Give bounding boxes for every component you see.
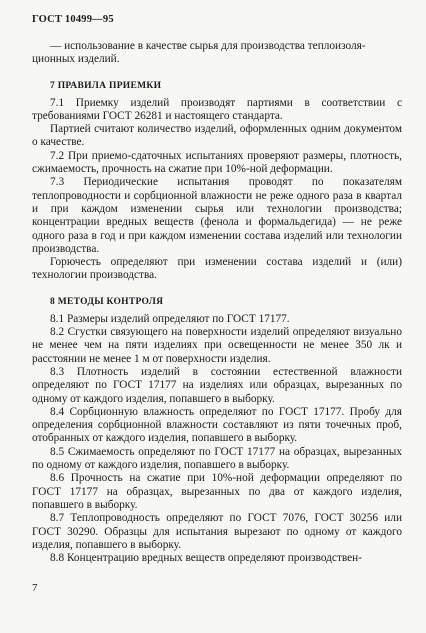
paragraph-7-1: 7.1 Приемку изделий производят партиями в соответствии с требованиями ГОСТ 26281 и настоящего стандарта. bbox=[32, 96, 402, 122]
section-8-title: 8 МЕТОДЫ КОНТРОЛЯ bbox=[50, 296, 164, 307]
document-header: ГОСТ 10499—95 bbox=[32, 14, 114, 25]
paragraph-8-2: 8.2 Сгустки связующего на поверхности изделий определяют визуально не менее чем на пяти изделиях при освещенности не менее 350 лк и расстоянии не менее 1 м от поверхности изделия. bbox=[32, 326, 402, 365]
paragraph-8-4: 8.4 Сорбционную влажность определяют по ГОСТ 17177. Пробу для определения сорбционной влажности составляют из пяти точечных проб, отобранных от каждого изделия, попавшего в выборку. bbox=[32, 405, 402, 445]
page-number: 7 bbox=[32, 582, 38, 594]
paragraph-8-6: 8.6 Прочность на сжатие при 10%-ной деформации определяют по ГОСТ 17177 на образцах, вырезанных по два от каждого изделия, попавшего в выборку. bbox=[32, 472, 402, 511]
paragraph-7-3-flammability: Горючесть определяют при изменении состава изделий и (или) технологии производства. bbox=[32, 256, 402, 282]
paragraph-8-5: 8.5 Сжимаемость определяют по ГОСТ 17177 на образцах, вырезанных по одному от каждого изделия, попавшего в выборку. bbox=[32, 445, 402, 472]
page-body bbox=[32, 40, 402, 565]
paragraph-8-1: 8.1 Размеры изделий определяют по ГОСТ 17177. bbox=[50, 312, 290, 325]
intro-line-2: ционных изделий. bbox=[32, 53, 120, 66]
paragraph-7-1-batch: Партией считают количество изделий, оформленных одним документом о качестве. bbox=[32, 123, 402, 149]
section-7-title: 7 ПРАВИЛА ПРИЕМКИ bbox=[50, 80, 162, 91]
paragraph-8-8: 8.8 Концентрацию вредных веществ определяют производствен- bbox=[50, 552, 362, 565]
paragraph-7-3: 7.3 Периодические испытания проводят по показателям теплопроводности и сорбционной влажности не реже одного раза в квартал и при каждом изменении сырья или технологии производства; концентрации вредных веществ (фенола и формальдегида) — не реже одного раза в год и при каждом изменении состава изделий или технологии производства. bbox=[32, 176, 402, 255]
paragraph-8-3: 8.3 Плотность изделий в состоянии естественной влажности определяют по ГОСТ 17177 на изделиях или образцах, вырезанных по одному от каждого изделия, попавшего в выборку. bbox=[32, 365, 402, 405]
paragraph-7-2: 7.2 При приемо-сдаточных испытаниях проверяют размеры, плотность, сжимаемость, прочность на сжатие при 10%-ной деформации. bbox=[32, 149, 402, 176]
intro-line-1: — использование в качестве сырья для производства теплоизоля- bbox=[50, 40, 366, 52]
paragraph-8-7: 8.7 Теплопроводность определяют по ГОСТ 7076, ГОСТ 30256 или ГОСТ 30290. Образцы для испытания вырезают по одному от каждого изделия, попавшего в выборку. bbox=[32, 512, 402, 551]
